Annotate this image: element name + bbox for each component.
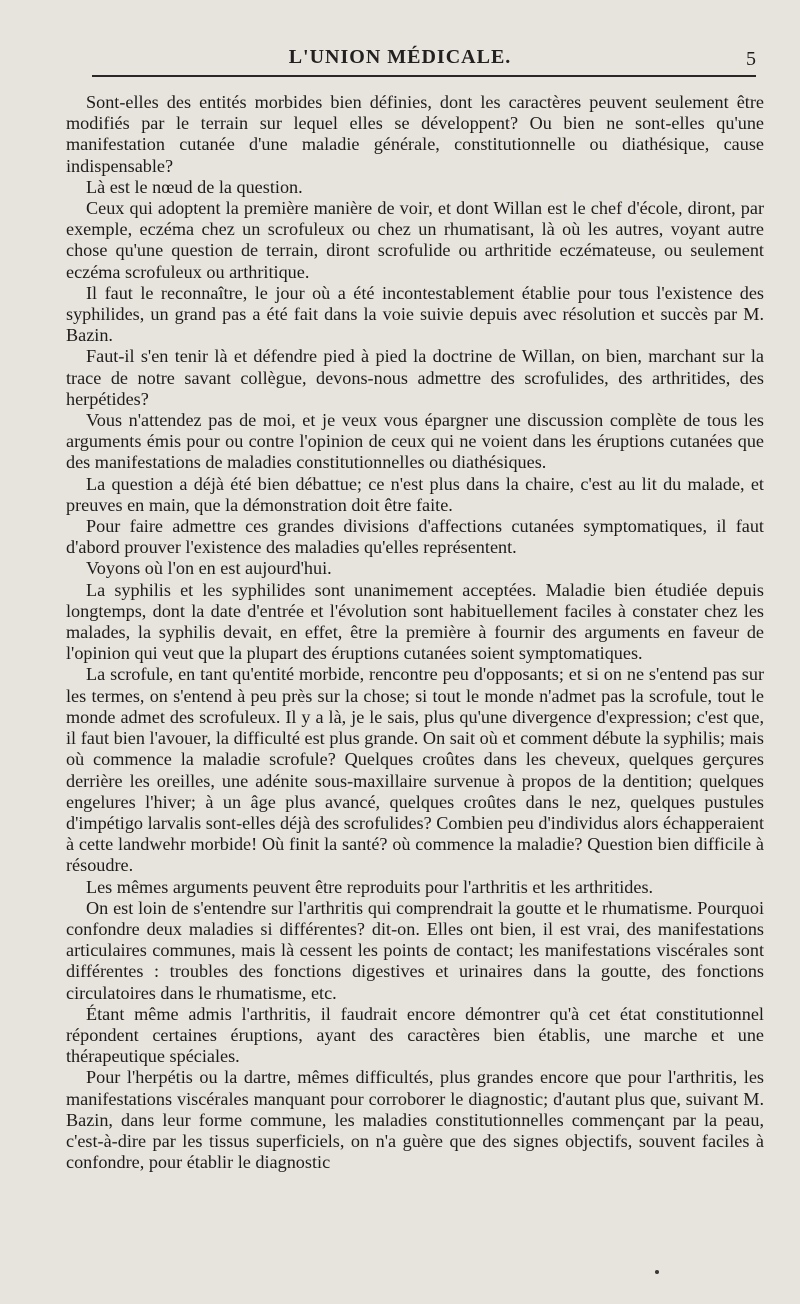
paragraph: Pour l'herpétis ou la dartre, mêmes difficultés, plus grandes encore que pour l'arthritis, les manifestations viscérales manquant pour corroborer le diagnostic; d'autant plus que, suivant M. Bazin, dans leur forme commune, les maladies constitutionnelles commençant par la peau, c'est-à-dire par les tissus superficiels, on n'a guère que des signes objectifs, souvent faciles à confondre, pour établir le diagnostic [66, 1067, 764, 1173]
paragraph: Pour faire admettre ces grandes divisions d'affections cutanées symptomatiques, il faut d'abord prouver l'existence des maladies qu'elles représentent. [66, 516, 764, 558]
paragraph: La question a déjà été bien débattue; ce n'est plus dans la chaire, c'est au lit du malade, et preuves en main, que la démonstration doit être faite. [66, 473, 764, 515]
header-rule [92, 75, 756, 77]
paragraph: La scrofule, en tant qu'entité morbide, rencontre peu d'opposants; et si on ne s'entend pas sur les termes, on s'entend à peu près sur la chose; si tout le monde n'admet pas la scrofule, tout le monde admet des scrofuleux. Il y a là, je le sais, plus qu'une divergence d'expression; c'est que, il faut bien l'avouer, la difficulté est plus grande. On sait où et comment débute la syphilis; mais où commence la maladie scrofule? Quelques croûtes dans les cheveux, quelques gerçures derrière les oreilles, une adénite sous-maxillaire survenue à propos de la dentition; quelques engelures l'hiver; à un âge plus avancé, quelques croûtes dans le nez, quelques pustules d'impétigo larvalis sont-elles déjà des scrofulides? Combien peu d'individus alors échapperaient à cette landwehr morbide! Où finit la santé? où commence la maladie? Question bien difficile à résoudre. [66, 664, 764, 876]
paragraph: Sont-elles des entités morbides bien définies, dont les caractères peuvent seulement être modifiés par le terrain sur lequel elles se développent? Ou bien ne sont-elles qu'une manifestation cutanée d'une maladie générale, constitutionnelle ou diathésique, cause indispensable? [66, 92, 764, 176]
paragraph: La syphilis et les syphilides sont unanimement acceptées. Maladie bien étudiée depuis longtemps, dont la date d'entrée et l'évolution sont habituellement faciles à constater chez les malades, la syphilis devait, en effet, être la première à fournir des arguments en faveur de l'opinion qui veut que la plupart des éruptions cutanées soient symptomatiques. [66, 579, 764, 664]
paragraph: Voyons où l'on en est aujourd'hui. [86, 558, 332, 579]
paragraph: Vous n'attendez pas de moi, et je veux vous épargner une discussion complète de tous les arguments émis pour ou contre l'opinion de ceux qui ne voient dans les éruptions cutanées que des manifestations de maladies constitutionnelles ou diathésiques. [66, 410, 764, 473]
paragraph: Il faut le reconnaître, le jour où a été incontestablement établie pour tous l'existence des syphilides, un grand pas a été fait dans la voie suivie depuis avec résolution et succès par M. Bazin. [66, 282, 764, 346]
page-number: 5 [746, 48, 756, 70]
paragraph: Là est le nœud de la question. [86, 176, 303, 197]
running-head [0, 40, 800, 74]
paragraph: Ceux qui adoptent la première manière de voir, et dont Willan est le chef d'école, diront, par exemple, eczéma chez un scrofuleux ou chez un rhumatisant, là où les autres, voyant autre chose qu'une question de terrain, diront scrofulide ou arthritide eczémateuse, ou seulement eczéma scrofuleux ou arthritique. [66, 198, 764, 282]
paragraph: On est loin de s'entendre sur l'arthritis qui comprendrait la goutte et le rhumatisme. Pourquoi confondre deux maladies si différentes? dit-on. Elles ont bien, il est vrai, des manifestations articulaires communes, mais là cessent les points de contact; les manifestations viscérales sont différentes : troubles des fonctions digestives et urinaires dans la goutte, des fonctions circulatoires dans le rhumatisme, etc. [66, 897, 764, 1003]
article-body [66, 92, 764, 1173]
paragraph: Étant même admis l'arthritis, il faudrait encore démontrer qu'à cet état constitutionnel répondent certaines éruptions, ayant des caractères bien établis, une marche et une thérapeutique spéciales. [66, 1003, 764, 1067]
paragraph: Les mêmes arguments peuvent être reproduits pour l'arthritis et les arthritides. [86, 876, 654, 897]
ink-speck [655, 1270, 659, 1274]
paragraph: Faut-il s'en tenir là et défendre pied à pied la doctrine de Willan, on bien, marchant sur la trace de notre savant collègue, devons-nous admettre des scrofulides, des arthritides, des herpétides? [66, 346, 764, 409]
journal-title: L'UNION MÉDICALE. [288, 46, 512, 68]
